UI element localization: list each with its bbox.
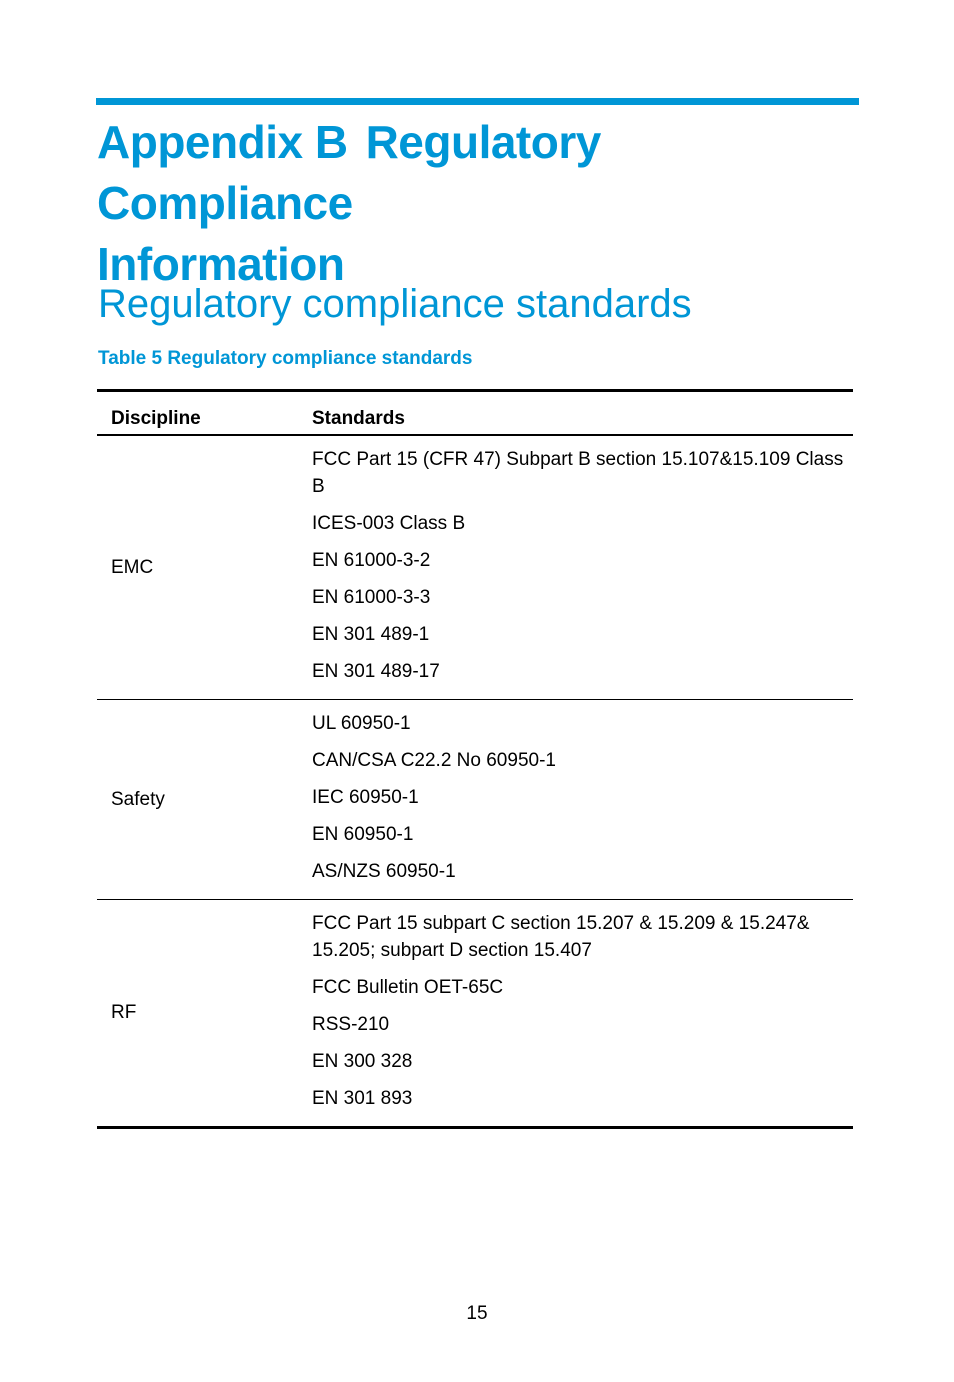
table-row	[97, 700, 853, 900]
table-header-row	[97, 391, 853, 436]
standard-item: IEC 60950-1	[312, 787, 419, 808]
standard-item: AS/NZS 60950-1	[312, 861, 456, 882]
standards-cell	[312, 700, 853, 900]
table-row	[97, 900, 853, 1128]
standard-item: RSS-210	[312, 1014, 390, 1035]
table-row	[97, 435, 853, 700]
chapter-title	[97, 112, 857, 295]
standard-item: EN 301 489-17	[312, 661, 440, 682]
standard-item: EN 301 893	[312, 1088, 413, 1109]
standard-item: EN 300 328	[312, 1051, 413, 1072]
header-standards: Standards	[312, 391, 853, 436]
chapter-label: Appendix B	[97, 116, 348, 168]
standard-item: UL 60950-1	[312, 713, 411, 734]
chapter-title-line2: Information	[97, 238, 345, 290]
standard-item: ICES-003 Class B	[312, 513, 466, 534]
standard-item: FCC Part 15 (CFR 47) Subpart B section 15.107&15.109 Class B	[312, 449, 844, 497]
standards-list	[312, 900, 853, 1126]
standard-item: FCC Bulletin OET-65C	[312, 977, 504, 998]
page-number: 15	[466, 1303, 488, 1324]
chapter-title-line1: Regulatory Compliance	[97, 116, 601, 229]
header-discipline: Discipline	[97, 391, 312, 436]
standards-cell	[312, 900, 853, 1128]
standards-list	[312, 436, 853, 699]
standard-item: EN 301 489-1	[312, 624, 430, 645]
standards-cell	[312, 435, 853, 700]
standards-table	[97, 389, 853, 1129]
table-body	[97, 435, 853, 1128]
standard-item: EN 61000-3-2	[312, 550, 431, 571]
table-caption: Table 5 Regulatory compliance standards	[98, 348, 473, 369]
chapter-top-rule	[96, 98, 859, 105]
discipline-cell: EMC	[97, 435, 312, 700]
discipline-cell: Safety	[97, 700, 312, 900]
standard-item: CAN/CSA C22.2 No 60950-1	[312, 750, 556, 771]
discipline-cell: RF	[97, 900, 312, 1128]
standard-item: EN 60950-1	[312, 824, 414, 845]
standard-item: FCC Part 15 subpart C section 15.207 & 15.209 & 15.247& 15.205; subpart D section 15.407	[312, 913, 810, 961]
standard-item: EN 61000-3-3	[312, 587, 431, 608]
standards-list	[312, 700, 853, 899]
section-title: Regulatory compliance standards	[98, 282, 692, 326]
